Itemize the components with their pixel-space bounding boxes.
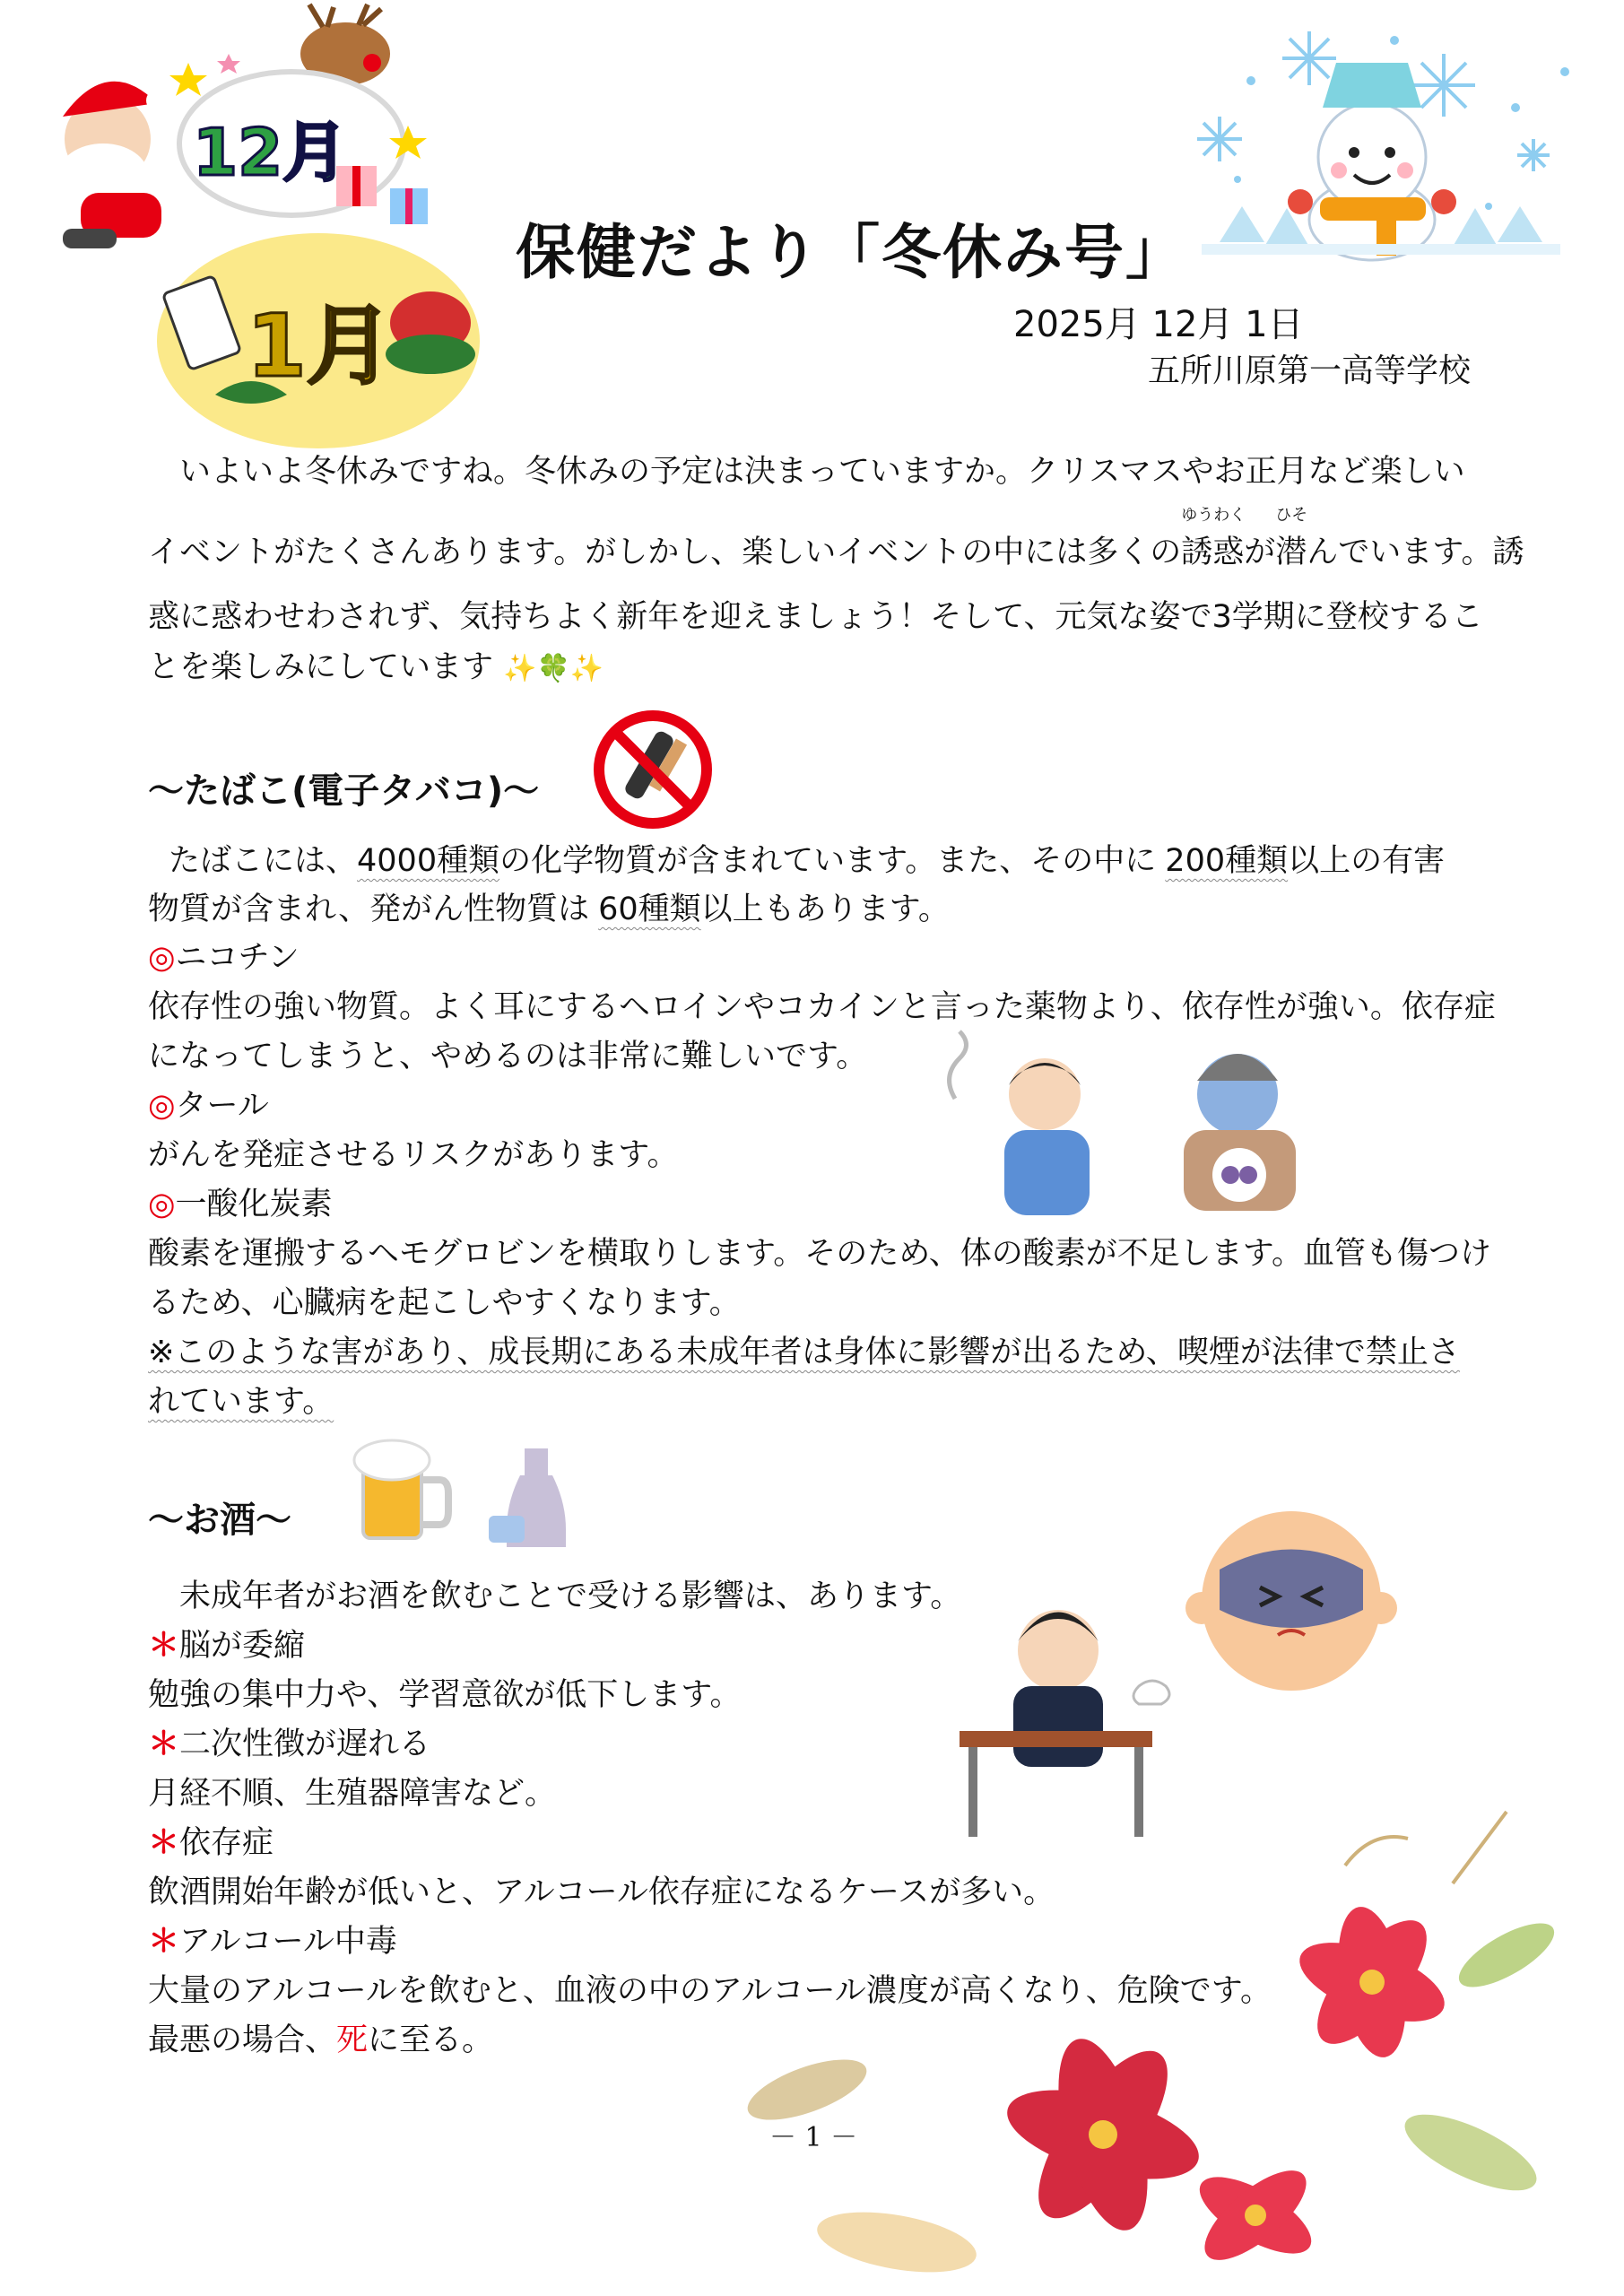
asterisk-mark: ＊ [148,1825,180,1861]
tobacco-line-1-c: の化学物質が含まれています。また、その中に [499,843,1157,879]
sex-line-1: 月経不順、生殖器障害など。 [148,1776,557,1812]
tobacco-200: 200種類 [1165,843,1289,879]
poisoning-title-text: アルコール中毒 [179,1924,397,1960]
ruby-hiso-base: 潜 [1275,535,1307,570]
tobacco-line-1-a: たばこには、 [169,843,358,879]
ruby-yuwaku-reading: ゆうわく [1181,506,1246,525]
asterisk-mark: ＊ [148,1924,180,1960]
intro-line-3: 惑に惑わせわされず、気持ちよく新年を迎えましょう！そして、元気な姿で3学期に登校するこ [148,599,1483,635]
poisoning-line-2-a: 最悪の場合、 [148,2022,337,2058]
asterisk-mark: ＊ [148,1628,180,1664]
brain-line-1: 勉強の集中力や、学習意欲が低下します。 [148,1677,742,1713]
tobacco-60: 60種類 [598,891,701,927]
ruby-hiso-reading: ひそ [1275,506,1308,525]
poisoning-line-2-c: に至る。 [368,2022,494,2058]
sex-title-text: 二次性徴が遅れる [179,1726,431,1762]
death-word: 死 [336,2022,369,2058]
page-number: － 1 － [769,2122,858,2153]
alcohol-intro: 未成年者がお酒を飲むことで受ける影響は、あります。 [179,1578,962,1614]
poisoning-line-1: 大量のアルコールを飲むと、血液の中のアルコール濃度が高くなり、危険です。 [148,1973,1272,2009]
tobacco-line-1-e: 以上の有害 [1288,843,1446,879]
tobacco-note-1: ※このような害があり、成長期にある未成年者は身体に影響が出るため、喫煙が法律で禁止さ [148,1335,1460,1370]
tobacco-line-2-c: 以上もあります。 [700,891,950,927]
poinsettia-flower-icon [1188,2156,1322,2275]
nicotine-line-1: 依存性の強い物質。よく耳にするヘロインやコカインと言った薬物より、依存性が強い。依存症 [148,989,1496,1025]
tobacco-note-2: れています。 [148,1384,334,1420]
asterisk-mark: ＊ [148,1726,180,1762]
nicotine-title-text: ニコチン [175,940,300,976]
co-title-text: 一酸化炭素 [175,1187,333,1222]
double-circle-mark: ◎ [148,1187,176,1222]
tar-line-1: がんを発症させるリスクがあります。 [148,1137,679,1173]
school-name: 五所川原第一高等学校 [1148,352,1472,389]
issue-date: 2025月 12月 1日 [1013,304,1304,345]
intro-line-2-a: イベントがたくさんあります。がしかし、楽しいイベントの中には多くの [148,535,1182,570]
poinsettia-flower-icon [1290,1901,1455,2063]
tobacco-heading: ～たばこ(電子タバコ)～ [148,770,540,812]
dependence-line-1: 飲酒開始年齢が低いと、アルコール依存症になるケースが多い。 [148,1874,1055,1910]
brain-title-text: 脳が委縮 [179,1628,306,1664]
tar-title-text: タール [175,1088,269,1124]
intro-line-4-text: とを楽しみにしています [148,649,494,685]
month-badge-december-text: 12月 [193,115,348,190]
poinsettia-flower-icon [998,2030,1208,2239]
page-title: 保健だより「冬休み号」 [516,218,1186,287]
intro-line-1: いよいよ冬休みですね。冬休みの予定は決まっていますか。クリスマスやお正月など楽しい [179,454,1465,490]
dependence-title-text: 依存症 [179,1825,274,1861]
co-line-1: 酸素を運搬するヘモグロビンを横取りします。そのため、体の酸素が不足します。血管も傷つけ [148,1236,1492,1272]
ruby-yuwaku-base: 誘惑 [1181,535,1245,570]
alcohol-heading: ～お酒～ [148,1500,291,1541]
tobacco-line-2-a: 物質が含まれ、発がん性物質は [148,891,590,927]
nicotine-line-2: になってしまうと、やめるのは非常に難しいです。 [148,1039,868,1074]
co-line-2: るため、心臓病を起こしやすくなります。 [148,1285,741,1321]
double-circle-mark: ◎ [148,1088,176,1124]
intro-line-2-b: が [1244,535,1276,570]
sparkle-clover-emoji: ✨🍀✨ [503,653,604,684]
tobacco-4000: 4000種類 [357,843,500,879]
double-circle-mark: ◎ [148,940,176,976]
intro-line-2-c: んでいます。誘 [1307,535,1524,570]
month-badge-january-text: 1月 [247,296,393,396]
